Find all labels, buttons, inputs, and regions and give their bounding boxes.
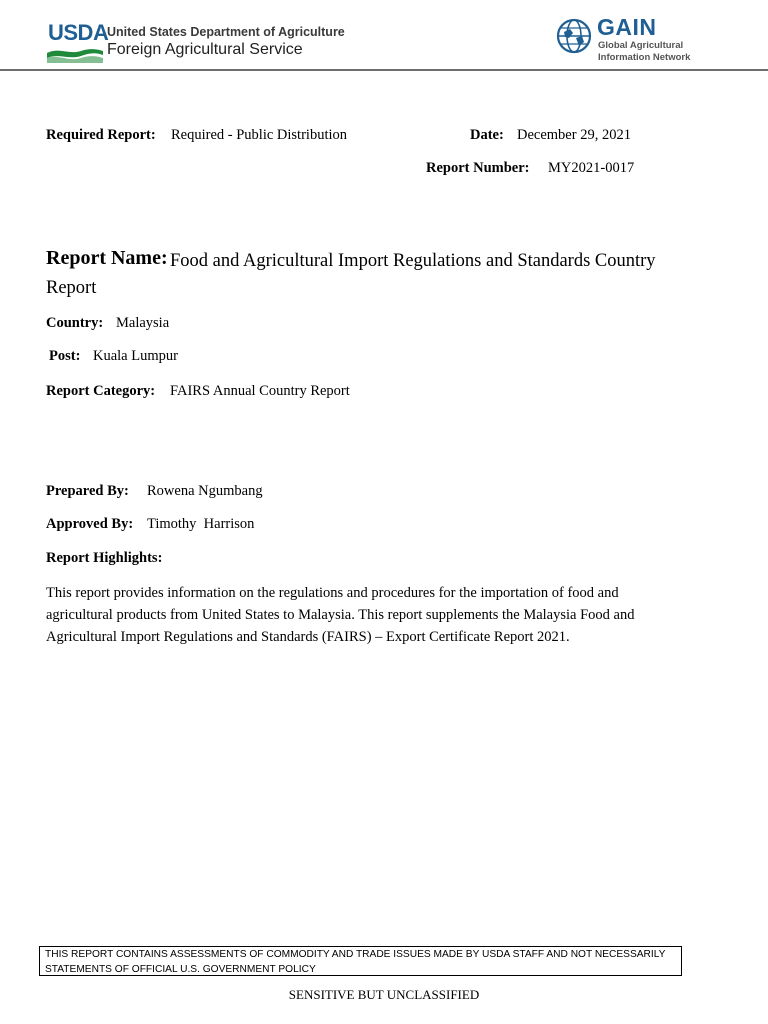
usda-department-name: United States Department of Agriculture [107, 25, 345, 39]
report-name-label: Report Name: [46, 247, 168, 269]
globe-icon [556, 18, 592, 54]
gain-subtitle-line-1: Global Agricultural [598, 40, 684, 51]
policy-disclaimer-box [39, 946, 682, 976]
required-report-label: Required Report: [46, 127, 156, 143]
gain-subtitle-line-2: Information Network [598, 52, 691, 63]
date-label: Date: [470, 127, 504, 143]
report-number-value: MY2021-0017 [548, 160, 635, 176]
approved-by-value: Timothy Harrison [147, 516, 255, 532]
country-value: Malaysia [116, 315, 170, 331]
country-label: Country: [46, 315, 104, 331]
report-number-label: Report Number: [426, 160, 530, 176]
usda-service-name: Foreign Agricultural Service [107, 41, 303, 58]
header-divider [0, 69, 768, 71]
report-category-value: FAIRS Annual Country Report [170, 383, 350, 399]
post-value: Kuala Lumpur [93, 348, 178, 364]
classification-marking: SENSITIVE BUT UNCLASSIFIED [288, 987, 480, 1002]
required-report-value: Required - Public Distribution [171, 127, 347, 143]
gain-wordmark: GAIN [597, 14, 657, 40]
post-label: Post: [49, 348, 81, 364]
approved-by-label: Approved By: [46, 516, 134, 532]
prepared-by-label: Prepared By: [46, 483, 129, 499]
prepared-by-value: Rowena Ngumbang [147, 483, 263, 499]
report-highlights-text: This report provides information on the regulations and procedures for the importation of food and agricultural products from United States to Malaysia. This report supplements the Malaysia Food and Agricultural Import Regulations and Standards (FAIRS) – Export Certificate Report 2021. [46, 585, 635, 645]
usda-wordmark: USDA [48, 20, 109, 45]
date-value: December 29, 2021 [517, 127, 631, 143]
report-name-value: Food and Agricultural Import Regulations and Standards Country Report [46, 251, 656, 298]
disclaimer-line-2: STATEMENTS OF OFFICIAL U.S. GOVERNMENT POLICY [45, 964, 316, 975]
report-category-label: Report Category: [46, 383, 156, 399]
report-name-value-block [46, 248, 666, 302]
disclaimer-line-1: THIS REPORT CONTAINS ASSESSMENTS OF COMMODITY AND TRADE ISSUES MADE BY USDA STAFF AND NOT NECESSARILY [45, 949, 666, 960]
report-highlights-label: Report Highlights: [46, 550, 163, 566]
